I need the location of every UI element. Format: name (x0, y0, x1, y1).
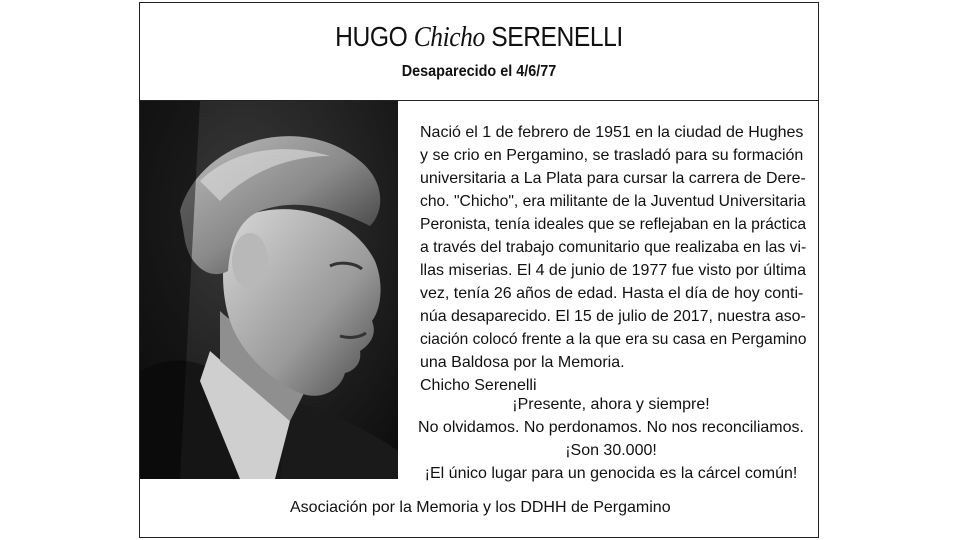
title-first-name: HUGO (335, 21, 408, 52)
bio-line: cho. "Chicho", era militante de la Juventud Universitaria (420, 193, 806, 210)
closing-line-no-olvidamos: No olvidamos. No perdonamos. No nos reconciliamos. (418, 419, 804, 436)
biography-text (420, 121, 806, 397)
bio-line: universitaria a La Plata para cursar la carrera de Dere- (420, 170, 806, 187)
bio-line: ciación colocó frente a la que era su casa en Pergamino (420, 331, 807, 348)
bio-line: Nació el 1 de febrero de 1951 en la ciudad de Hughes (420, 124, 804, 141)
closing-line-son-30000: ¡Son 30.000! (565, 442, 657, 459)
title-nickname: Chicho (413, 21, 485, 53)
title-last-name: SERENELLI (491, 21, 623, 52)
bio-line: vez, tenía 26 años de edad. Hasta el día de hoy conti- (420, 285, 804, 302)
memorial-card (139, 2, 819, 538)
bio-line: y se crio en Pergamino, se trasladó para su formación (420, 147, 804, 164)
bio-line: núa desaparecido. El 15 de julio de 2017, nuestra aso- (420, 308, 806, 325)
portrait-photo (140, 101, 398, 479)
closing-line-presente: ¡Presente, ahora y siempre! (512, 396, 710, 413)
bio-line: a través del trabajo comunitario que realizaba en las vi- (420, 239, 807, 256)
closing-line-carcel-comun: ¡El único lugar para un genocida es la cárcel común! (424, 465, 798, 482)
bio-line: una Baldosa por la Memoria. (420, 354, 625, 371)
bio-line: Peronista, tenía ideales que se reflejaban en la práctica (420, 216, 807, 233)
bio-line: Chicho Serenelli (420, 377, 537, 394)
disappearance-date: Desaparecido el 4/6/77 (401, 63, 557, 80)
organization-signature: Asociación por la Memoria y los DDHH de Pergamino (290, 499, 671, 516)
portrait-image (140, 101, 398, 479)
header (140, 3, 818, 101)
closing-statement (416, 393, 806, 485)
bio-line: llas miserias. El 4 de junio de 1977 fue visto por última (420, 262, 806, 279)
page-title (181, 21, 778, 54)
